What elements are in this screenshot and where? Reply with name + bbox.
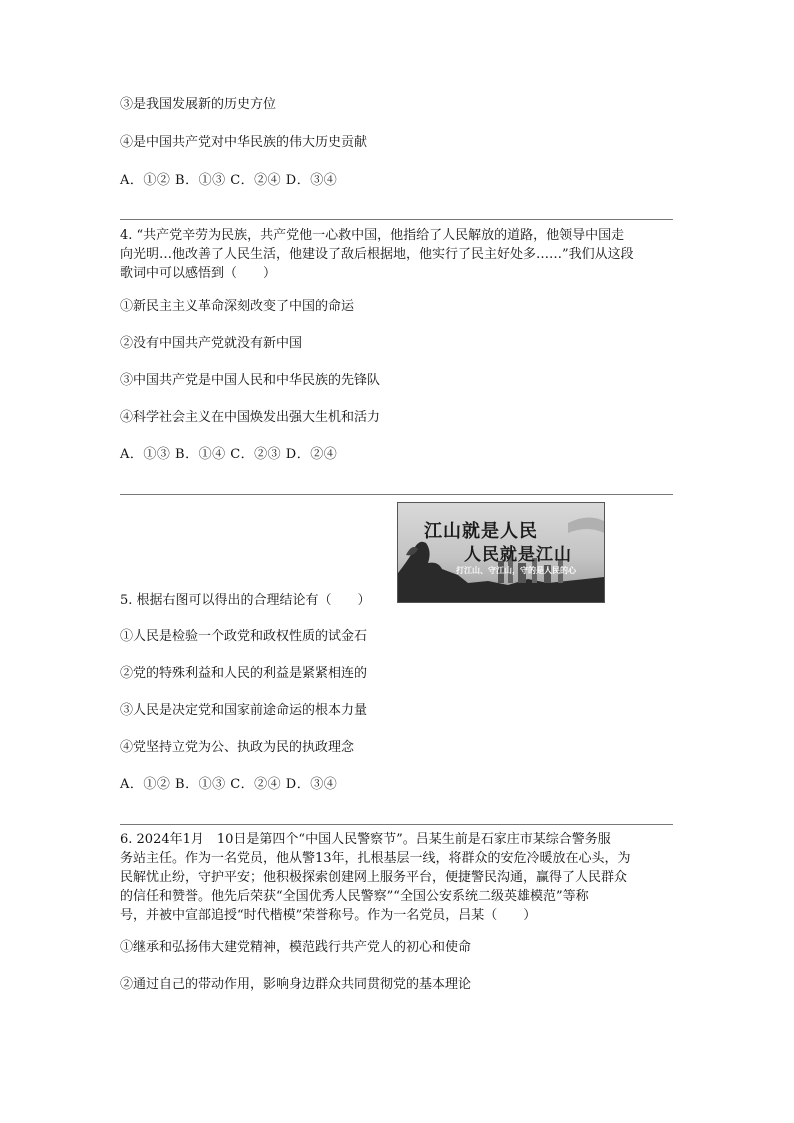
banner-line-1: 江山就是人民: [424, 521, 538, 542]
q4-option-1: ①新民主主义革命深刻改变了中国的命运: [120, 299, 355, 314]
q3-choices: A．①② B．①③ C．②④ D．③④: [120, 173, 338, 188]
q4-stem-line: 向光明…他改善了人民生活，他建设了敌后根据地，他实行了民主好处多……”我们从这段: [120, 247, 634, 262]
q6-stem-line: 务站主任。作为一名党员，他从警13年，扎根基层一线，将群众的安危冷暖放在心头，为: [120, 851, 631, 866]
q4-choices: A．①③ B．①④ C．②③ D．②④: [120, 447, 338, 462]
q3-option-4: ④是中国共产党对中华民族的伟大历史贡献: [120, 135, 368, 150]
q4-stem-line: 4. “共产党辛劳为民族，共产党他一心救中国，他指给了人民解放的道路，他领导中国走: [120, 228, 625, 243]
q4-stem-line: 歌词中可以感悟到（ ）: [120, 266, 277, 281]
q5-choices: A．①② B．①③ C．②④ D．③④: [120, 777, 338, 792]
q3-option-3: ③是我国发展新的历史方位: [120, 97, 277, 112]
q6-stem-line: 6. 2024年1月 10日是第四个“中国人民警察节”。吕某生前是石家庄市某综合警务服: [120, 832, 611, 847]
divider: [120, 219, 673, 220]
divider: [120, 494, 673, 495]
q4-stem: [120, 226, 680, 283]
q6-stem-line: 民解忧止纷，守护平安；他积极探索创建网上服务平台，便捷警民沟通，赢得了人民群众: [120, 870, 628, 885]
q4-option-4: ④科学社会主义在中国焕发出强大生机和活力: [120, 410, 381, 425]
q5-option-4: ④党坚持立党为公、执政为民的执政理念: [120, 740, 355, 755]
divider: [120, 824, 673, 825]
slogan-banner-image: [397, 502, 605, 603]
banner-line-2: 人民就是江山: [464, 545, 572, 565]
q6-stem-line: 号，并被中宣部追授“时代楷模”荣誉称号。作为一名党员，吕某（ ）: [120, 908, 537, 923]
q6-stem-line: 的信任和赞誉。他先后荣获“全国优秀人民警察”“全国公安系统二级英雄模范”等称: [120, 889, 589, 904]
q5-option-3: ③人民是决定党和国家前途命运的根本力量: [120, 703, 368, 718]
banner-line-3: 打江山、守江山，守的是人民的心: [456, 566, 576, 575]
q5-stem: 5. 根据右图可以得出的合理结论有（ ）: [120, 593, 371, 608]
q6-option-2: ②通过自己的带动作用，影响身边群众共同贯彻党的基本理论: [120, 977, 472, 992]
q5-option-2: ②党的特殊利益和人民的利益是紧紧相连的: [120, 666, 368, 681]
q4-option-3: ③中国共产党是中国人民和中华民族的先锋队: [120, 373, 381, 388]
q5-option-1: ①人民是检验一个政党和政权性质的试金石: [120, 629, 368, 644]
q6-option-1: ①继承和弘扬伟大建党精神，模范践行共产党人的初心和使命: [120, 940, 472, 955]
q4-option-2: ②没有中国共产党就没有新中国: [120, 336, 303, 351]
q6-stem: [120, 830, 680, 925]
